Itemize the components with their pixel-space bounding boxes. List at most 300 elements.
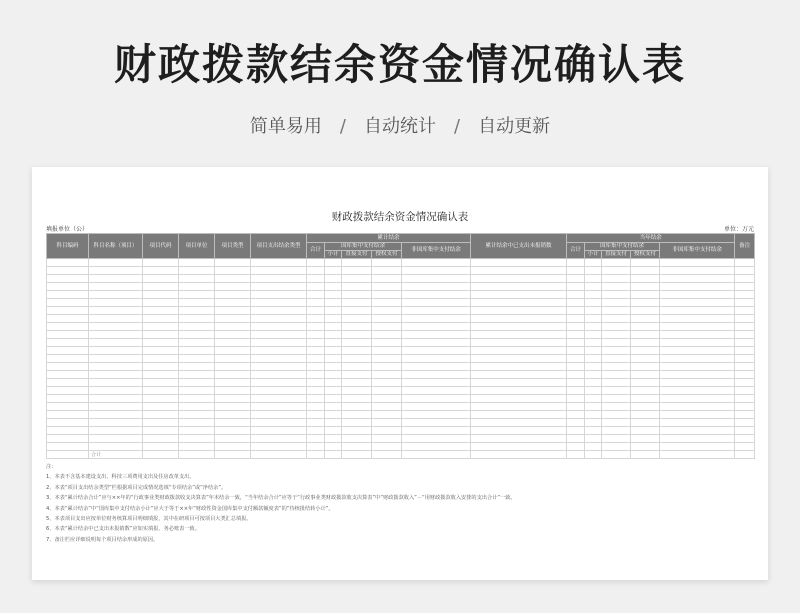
table-cell[interactable] [251, 267, 307, 275]
table-cell[interactable] [215, 339, 251, 347]
table-cell[interactable] [372, 355, 402, 363]
table-cell[interactable] [251, 443, 307, 451]
table-cell[interactable] [143, 299, 179, 307]
table-cell[interactable] [402, 427, 471, 435]
table-cell[interactable] [471, 435, 567, 443]
table-cell[interactable] [660, 427, 735, 435]
table-cell[interactable] [307, 259, 325, 267]
table-cell[interactable] [402, 355, 471, 363]
table-cell[interactable] [585, 291, 602, 299]
table-cell[interactable] [471, 315, 567, 323]
table-cell[interactable] [179, 435, 215, 443]
table-cell[interactable] [215, 323, 251, 331]
table-cell[interactable] [735, 395, 755, 403]
table-cell[interactable] [602, 395, 631, 403]
table-cell[interactable] [251, 315, 307, 323]
table-cell[interactable] [179, 419, 215, 427]
table-cell[interactable] [567, 379, 585, 387]
table-cell[interactable] [215, 355, 251, 363]
table-cell[interactable] [402, 275, 471, 283]
table-cell[interactable] [660, 419, 735, 427]
table-cell[interactable] [372, 331, 402, 339]
table-cell[interactable] [735, 275, 755, 283]
table-cell[interactable] [47, 419, 89, 427]
table-cell[interactable] [342, 419, 372, 427]
table-cell[interactable] [143, 283, 179, 291]
table-cell[interactable] [372, 259, 402, 267]
table-cell[interactable] [585, 331, 602, 339]
table-cell[interactable] [602, 347, 631, 355]
table-cell[interactable] [342, 267, 372, 275]
table-cell[interactable] [307, 363, 325, 371]
table-cell[interactable] [567, 283, 585, 291]
table-cell[interactable] [215, 403, 251, 411]
table-cell[interactable] [179, 283, 215, 291]
table-cell[interactable] [372, 395, 402, 403]
table-cell[interactable] [567, 419, 585, 427]
table-cell[interactable] [89, 387, 143, 395]
table-cell[interactable] [471, 363, 567, 371]
table-cell[interactable] [215, 275, 251, 283]
table-cell[interactable] [215, 291, 251, 299]
table-cell[interactable] [372, 419, 402, 427]
table-cell[interactable] [372, 411, 402, 419]
table-cell[interactable] [89, 419, 143, 427]
table-cell[interactable] [143, 387, 179, 395]
table-cell[interactable] [402, 283, 471, 291]
table-cell[interactable] [251, 355, 307, 363]
table-cell[interactable] [585, 427, 602, 435]
table-cell[interactable] [631, 395, 660, 403]
table-cell[interactable] [251, 347, 307, 355]
table-cell[interactable] [735, 291, 755, 299]
table-cell[interactable] [660, 451, 735, 459]
table-cell[interactable] [567, 427, 585, 435]
table-cell[interactable] [179, 403, 215, 411]
table-cell[interactable] [471, 419, 567, 427]
table-cell[interactable] [307, 379, 325, 387]
table-cell[interactable] [567, 395, 585, 403]
table-cell[interactable] [47, 307, 89, 315]
table-cell[interactable] [602, 259, 631, 267]
table-cell[interactable] [47, 331, 89, 339]
table-cell[interactable] [735, 323, 755, 331]
table-cell[interactable] [325, 395, 342, 403]
table-cell[interactable] [251, 259, 307, 267]
table-cell[interactable] [372, 435, 402, 443]
table-cell[interactable] [47, 299, 89, 307]
table-cell[interactable] [660, 443, 735, 451]
table-cell[interactable] [307, 371, 325, 379]
table-cell[interactable] [89, 331, 143, 339]
table-cell[interactable] [602, 267, 631, 275]
table-cell[interactable] [402, 387, 471, 395]
table-cell[interactable] [143, 315, 179, 323]
table-cell[interactable] [735, 307, 755, 315]
table-cell[interactable] [251, 387, 307, 395]
table-cell[interactable] [402, 339, 471, 347]
table-cell[interactable] [602, 331, 631, 339]
table-cell[interactable] [372, 283, 402, 291]
table-cell[interactable] [325, 291, 342, 299]
table-cell[interactable] [631, 291, 660, 299]
table-cell[interactable] [89, 371, 143, 379]
table-cell[interactable] [251, 419, 307, 427]
table-cell[interactable] [143, 275, 179, 283]
table-cell[interactable] [372, 315, 402, 323]
table-cell[interactable] [660, 315, 735, 323]
table-cell[interactable] [251, 291, 307, 299]
table-cell[interactable] [631, 275, 660, 283]
table-cell[interactable] [660, 339, 735, 347]
table-cell[interactable] [342, 291, 372, 299]
table-cell[interactable] [631, 387, 660, 395]
table-cell[interactable] [372, 339, 402, 347]
table-cell[interactable] [307, 283, 325, 291]
table-cell[interactable] [179, 275, 215, 283]
table-cell[interactable] [143, 395, 179, 403]
table-cell[interactable] [342, 259, 372, 267]
table-cell[interactable] [471, 275, 567, 283]
table-cell[interactable] [179, 347, 215, 355]
table-cell[interactable] [471, 427, 567, 435]
table-cell[interactable] [402, 323, 471, 331]
table-cell[interactable] [372, 371, 402, 379]
table-cell[interactable] [567, 267, 585, 275]
table-cell[interactable] [471, 291, 567, 299]
table-cell[interactable] [735, 403, 755, 411]
table-cell[interactable] [179, 427, 215, 435]
table-cell[interactable] [585, 275, 602, 283]
table-cell[interactable] [631, 435, 660, 443]
table-cell[interactable] [372, 451, 402, 459]
table-cell[interactable] [631, 363, 660, 371]
table-cell[interactable] [471, 411, 567, 419]
table-cell[interactable] [179, 411, 215, 419]
table-cell[interactable] [215, 419, 251, 427]
table-cell[interactable] [143, 363, 179, 371]
table-cell[interactable] [307, 403, 325, 411]
table-cell[interactable] [735, 419, 755, 427]
table-cell[interactable] [251, 395, 307, 403]
table-cell[interactable] [179, 451, 215, 459]
table-cell[interactable] [342, 283, 372, 291]
table-cell[interactable] [372, 443, 402, 451]
table-cell[interactable] [372, 323, 402, 331]
table-cell[interactable] [471, 331, 567, 339]
table-cell[interactable] [325, 275, 342, 283]
table-cell[interactable] [325, 315, 342, 323]
table-cell[interactable] [325, 283, 342, 291]
table-cell[interactable] [631, 371, 660, 379]
table-cell[interactable] [307, 395, 325, 403]
table-cell[interactable] [602, 435, 631, 443]
table-cell[interactable] [735, 299, 755, 307]
table-cell[interactable] [342, 443, 372, 451]
table-cell[interactable] [307, 299, 325, 307]
table-cell[interactable] [660, 403, 735, 411]
table-cell[interactable] [342, 299, 372, 307]
table-cell[interactable] [660, 275, 735, 283]
table-cell[interactable] [307, 331, 325, 339]
table-cell[interactable] [585, 307, 602, 315]
table-cell[interactable] [402, 435, 471, 443]
table-cell[interactable] [585, 451, 602, 459]
table-cell[interactable] [47, 323, 89, 331]
table-cell[interactable] [631, 419, 660, 427]
table-cell[interactable] [471, 451, 567, 459]
table-cell[interactable] [402, 363, 471, 371]
table-cell[interactable] [307, 443, 325, 451]
table-cell[interactable] [660, 411, 735, 419]
table-cell[interactable] [342, 395, 372, 403]
table-cell[interactable] [179, 387, 215, 395]
table-cell[interactable] [342, 363, 372, 371]
table-cell[interactable] [602, 387, 631, 395]
table-cell[interactable] [402, 451, 471, 459]
table-cell[interactable] [325, 347, 342, 355]
table-cell[interactable] [143, 347, 179, 355]
table-cell[interactable] [567, 275, 585, 283]
table-cell[interactable] [143, 259, 179, 267]
table-cell[interactable] [602, 307, 631, 315]
table-cell[interactable] [567, 299, 585, 307]
table-cell[interactable] [89, 323, 143, 331]
table-cell[interactable] [325, 299, 342, 307]
table-cell[interactable] [179, 339, 215, 347]
table-cell[interactable] [660, 307, 735, 315]
table-cell[interactable] [251, 403, 307, 411]
table-cell[interactable] [215, 315, 251, 323]
table-cell[interactable] [251, 307, 307, 315]
table-cell[interactable] [143, 403, 179, 411]
table-cell[interactable] [372, 387, 402, 395]
table-cell[interactable] [215, 267, 251, 275]
table-cell[interactable] [342, 331, 372, 339]
table-cell[interactable] [631, 267, 660, 275]
table-cell[interactable] [307, 323, 325, 331]
table-cell[interactable] [307, 435, 325, 443]
table-cell[interactable] [631, 307, 660, 315]
table-cell[interactable] [402, 299, 471, 307]
table-cell[interactable] [602, 403, 631, 411]
table-cell[interactable] [47, 267, 89, 275]
table-cell[interactable] [585, 339, 602, 347]
table-cell[interactable] [251, 331, 307, 339]
table-cell[interactable] [585, 403, 602, 411]
table-cell[interactable] [89, 307, 143, 315]
table-cell[interactable] [251, 427, 307, 435]
table-cell[interactable] [602, 299, 631, 307]
table-cell[interactable] [325, 411, 342, 419]
table-cell[interactable] [567, 435, 585, 443]
table-cell[interactable] [47, 427, 89, 435]
table-cell[interactable] [631, 259, 660, 267]
table-cell[interactable] [179, 267, 215, 275]
table-cell[interactable] [585, 283, 602, 291]
table-cell[interactable] [567, 339, 585, 347]
table-cell[interactable] [735, 339, 755, 347]
table-cell[interactable] [47, 291, 89, 299]
table-cell[interactable] [325, 259, 342, 267]
table-cell[interactable] [567, 291, 585, 299]
table-cell[interactable] [179, 307, 215, 315]
table-cell[interactable] [47, 339, 89, 347]
table-cell[interactable] [251, 283, 307, 291]
table-cell[interactable] [325, 435, 342, 443]
table-cell[interactable] [307, 419, 325, 427]
table-cell[interactable] [631, 443, 660, 451]
table-cell[interactable] [89, 291, 143, 299]
table-cell[interactable] [89, 259, 143, 267]
table-cell[interactable] [179, 331, 215, 339]
table-cell[interactable] [372, 363, 402, 371]
table-cell[interactable] [215, 283, 251, 291]
table-cell[interactable] [735, 259, 755, 267]
table-cell[interactable] [372, 267, 402, 275]
table-cell[interactable] [342, 307, 372, 315]
table-cell[interactable] [471, 299, 567, 307]
table-cell[interactable] [735, 379, 755, 387]
table-cell[interactable] [342, 315, 372, 323]
table-cell[interactable] [307, 267, 325, 275]
table-cell[interactable] [660, 323, 735, 331]
table-cell[interactable] [47, 395, 89, 403]
table-cell[interactable] [602, 363, 631, 371]
table-cell[interactable] [342, 355, 372, 363]
table-cell[interactable] [567, 363, 585, 371]
table-cell[interactable] [631, 339, 660, 347]
table-cell[interactable] [325, 339, 342, 347]
table-cell[interactable] [372, 275, 402, 283]
table-cell[interactable] [567, 355, 585, 363]
table-cell[interactable] [372, 291, 402, 299]
table-cell[interactable] [471, 387, 567, 395]
table-cell[interactable] [179, 379, 215, 387]
table-cell[interactable] [631, 411, 660, 419]
table-cell[interactable] [307, 347, 325, 355]
table-cell[interactable] [143, 379, 179, 387]
table-cell[interactable] [325, 379, 342, 387]
table-cell[interactable] [660, 395, 735, 403]
table-cell[interactable] [602, 355, 631, 363]
table-cell[interactable] [567, 259, 585, 267]
table-cell[interactable] [251, 275, 307, 283]
table-cell[interactable] [89, 435, 143, 443]
table-cell[interactable] [567, 443, 585, 451]
table-cell[interactable] [342, 379, 372, 387]
table-cell[interactable] [660, 267, 735, 275]
table-cell[interactable] [602, 451, 631, 459]
table-cell[interactable] [342, 339, 372, 347]
table-cell[interactable] [47, 371, 89, 379]
table-cell[interactable] [402, 315, 471, 323]
table-cell[interactable] [735, 283, 755, 291]
table-cell[interactable] [47, 259, 89, 267]
table-cell[interactable] [342, 323, 372, 331]
table-cell[interactable] [143, 419, 179, 427]
table-cell[interactable] [251, 363, 307, 371]
table-cell[interactable] [325, 323, 342, 331]
table-cell[interactable] [215, 435, 251, 443]
table-cell[interactable] [143, 323, 179, 331]
table-cell[interactable] [307, 275, 325, 283]
table-cell[interactable] [342, 451, 372, 459]
table-cell[interactable] [585, 315, 602, 323]
table-cell[interactable] [660, 259, 735, 267]
table-cell[interactable] [402, 395, 471, 403]
table-cell[interactable] [89, 299, 143, 307]
table-cell[interactable] [179, 363, 215, 371]
table-cell[interactable] [307, 315, 325, 323]
table-cell[interactable] [372, 347, 402, 355]
table-cell[interactable] [402, 267, 471, 275]
table-cell[interactable] [143, 371, 179, 379]
table-cell[interactable] [215, 427, 251, 435]
table-cell[interactable] [143, 331, 179, 339]
table-cell[interactable] [631, 379, 660, 387]
table-cell[interactable] [325, 371, 342, 379]
table-cell[interactable] [602, 315, 631, 323]
table-cell[interactable] [307, 307, 325, 315]
table-cell[interactable] [372, 379, 402, 387]
table-cell[interactable] [307, 387, 325, 395]
table-cell[interactable] [215, 411, 251, 419]
table-cell[interactable] [585, 355, 602, 363]
table-cell[interactable] [143, 435, 179, 443]
table-cell[interactable] [215, 347, 251, 355]
table-cell[interactable] [402, 259, 471, 267]
table-cell[interactable] [89, 443, 143, 451]
table-cell[interactable] [143, 411, 179, 419]
table-cell[interactable] [251, 379, 307, 387]
table-cell[interactable] [631, 299, 660, 307]
table-cell[interactable] [342, 275, 372, 283]
table-cell[interactable] [342, 427, 372, 435]
table-cell[interactable] [47, 315, 89, 323]
table-cell[interactable] [471, 395, 567, 403]
table-cell[interactable] [585, 387, 602, 395]
table-cell[interactable] [251, 411, 307, 419]
table-cell[interactable] [342, 403, 372, 411]
table-cell[interactable] [215, 363, 251, 371]
table-cell[interactable] [602, 275, 631, 283]
table-cell[interactable] [47, 443, 89, 451]
table-cell[interactable] [325, 419, 342, 427]
table-cell[interactable] [602, 419, 631, 427]
table-cell[interactable] [89, 355, 143, 363]
table-cell[interactable] [471, 403, 567, 411]
table-cell[interactable] [631, 451, 660, 459]
table-cell[interactable] [735, 355, 755, 363]
table-cell[interactable] [567, 307, 585, 315]
table-cell[interactable] [471, 379, 567, 387]
table-cell[interactable] [735, 315, 755, 323]
table-cell[interactable] [342, 371, 372, 379]
table-cell[interactable] [179, 299, 215, 307]
table-cell[interactable] [89, 267, 143, 275]
table-cell[interactable] [660, 435, 735, 443]
table-cell[interactable] [372, 427, 402, 435]
table-cell[interactable] [585, 371, 602, 379]
table-cell[interactable] [342, 347, 372, 355]
table-cell[interactable] [567, 371, 585, 379]
table-cell[interactable] [143, 355, 179, 363]
table-cell[interactable] [89, 339, 143, 347]
table-cell[interactable] [307, 339, 325, 347]
table-cell[interactable] [372, 307, 402, 315]
table-cell[interactable] [471, 371, 567, 379]
